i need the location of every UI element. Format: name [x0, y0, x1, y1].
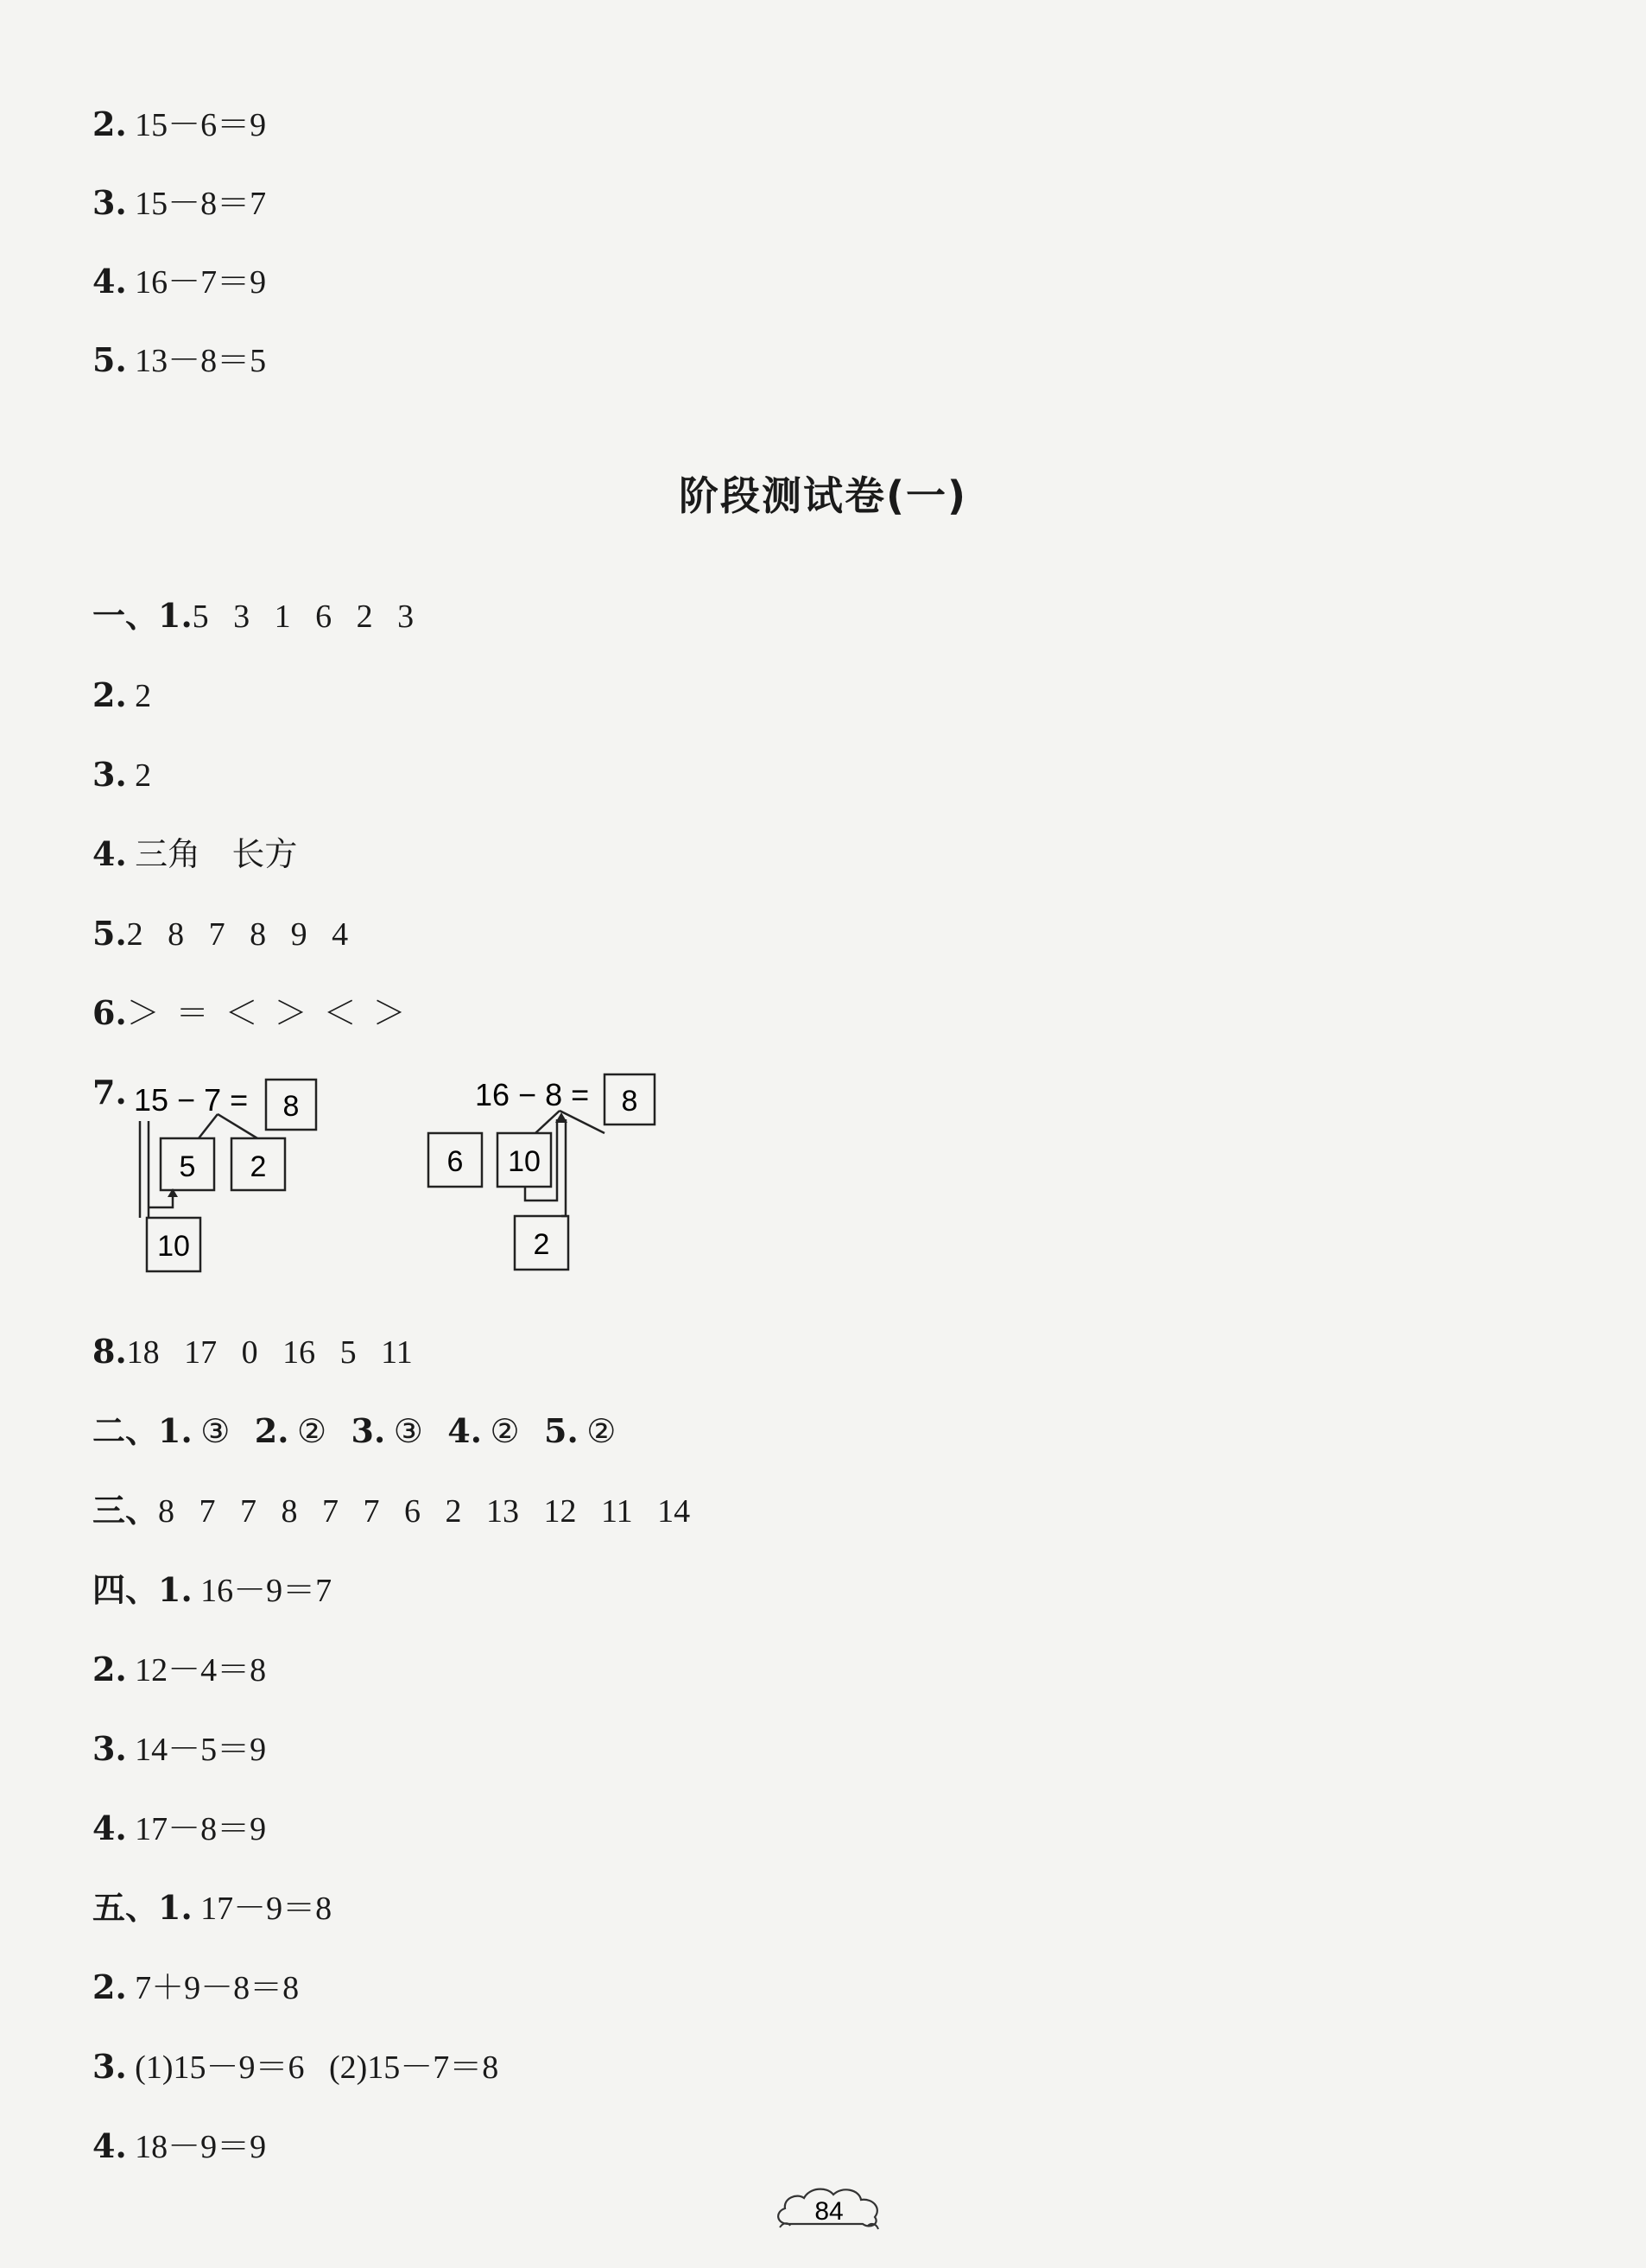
answer-line: 3. 15－8＝7: [92, 183, 267, 222]
answer-line: 3. 2: [92, 755, 152, 794]
answer-line: 五、1. 17－9＝8: [92, 1888, 332, 1927]
q7-left-split-a: 5: [179, 1150, 196, 1183]
q7-right-result: 8: [621, 1085, 638, 1118]
answer-line: 4. 16－7＝9: [92, 262, 267, 301]
answer-line: 2. 2: [92, 675, 152, 714]
page-number-badge: [773, 2181, 885, 2236]
answer-line: 8.18 17 0 16 5 11: [92, 1332, 413, 1371]
answer-line: 四、1. 16－9＝7: [92, 1570, 332, 1609]
q7-right-arrow-line: [561, 1119, 566, 1216]
answer-line: 3. (1)15－9＝6 (2)15－7＝8: [92, 2047, 499, 2086]
q7-left-group: [134, 1080, 316, 1271]
answer-line: 5.2 8 7 8 9 4: [92, 914, 349, 953]
answer-line: 4. 17－8＝9: [92, 1809, 267, 1847]
q7-left-branch: [218, 1114, 257, 1138]
answer-line: 5. 13－8＝5: [92, 340, 267, 379]
cloud-swirl: [780, 2223, 790, 2227]
answer-line: 2. 12－4＝8: [92, 1650, 267, 1688]
answer-line: 一、1.5 3 1 6 2 3: [92, 596, 415, 635]
answer-line: 2. 7＋9－8＝8: [92, 1967, 300, 2006]
answer-line: 4. 18－9＝9: [92, 2126, 267, 2165]
q7-left-expr: 15 − 7 =: [134, 1082, 249, 1118]
q7-diagram: [86, 1069, 691, 1294]
answer-line: 6.＞ ＝ ＜ ＞ ＜ ＞: [92, 993, 406, 1032]
q7-right-expr: 16 − 8 =: [475, 1077, 590, 1112]
section-title: 阶段测试卷(一): [678, 472, 968, 519]
q7-left-branch: [199, 1114, 218, 1138]
answer-line: 3. 14－5＝9: [92, 1729, 267, 1768]
q7-left-split-b: 2: [250, 1150, 267, 1183]
page-number: 84: [814, 2197, 844, 2226]
q7-right-split-b: 10: [508, 1145, 541, 1178]
answer-line: 2. 15－6＝9: [92, 105, 267, 143]
answer-line: 4. 三角 长方: [92, 834, 298, 873]
q7-right-sum: 2: [533, 1228, 550, 1261]
answer-line: 三、8 7 7 8 7 7 6 2 13 12 11 14: [92, 1491, 691, 1530]
q7-number: 7.: [92, 1073, 127, 1112]
q7-right-group: [428, 1074, 655, 1270]
q7-left-result: 8: [282, 1090, 300, 1123]
q7-left-sum: 10: [157, 1230, 190, 1263]
q7-right-split-a: 6: [446, 1145, 464, 1178]
answer-line: 二、1. ③ 2. ② 3. ③ 4. ② 5. ②: [92, 1411, 617, 1450]
